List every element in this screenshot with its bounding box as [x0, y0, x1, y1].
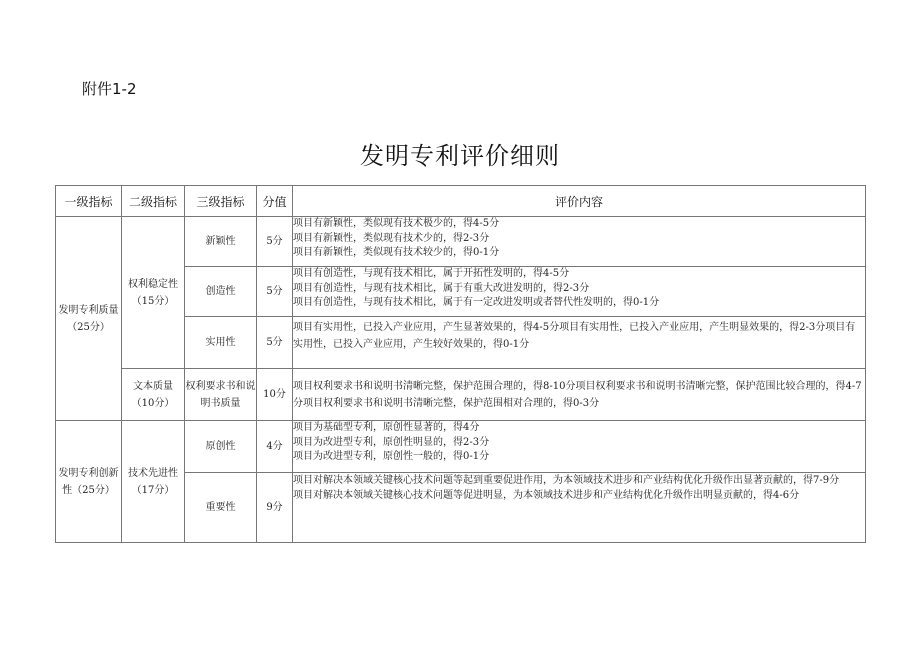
level3-cell: 创造性 — [185, 267, 257, 317]
score-cell: 9分 — [257, 473, 293, 543]
content-line: 项目为改进型专利，原创性明显的，得2-3分 — [293, 436, 490, 448]
header-level1: 一级指标 — [56, 186, 122, 217]
content-line: 项目有创造性，与现有技术相比，属于有重大改进发明的，得2-3分 — [293, 282, 590, 294]
content-line: 项目有新颖性，类似现有技术极少的，得4-5分 — [293, 218, 500, 229]
level2-cell: 权利稳定性（15分） — [122, 217, 185, 369]
level3-cell: 新颖性 — [185, 217, 257, 267]
content-line: 项目对解决本领域关键核心技术问题等促进明显，为本领域技术进步和产业结构优化升级作出明显贡献的，得4-6分 — [293, 490, 800, 501]
score-cell: 4分 — [257, 421, 293, 473]
content-line: 项目为基础型专利，原创性显著的，得4分 — [293, 422, 480, 433]
content-cell — [293, 473, 866, 543]
score-cell: 10分 — [257, 369, 293, 421]
level1-cell: 发明专利创新性（25分） — [56, 421, 122, 543]
content-line: 项目有创造性，与现有技术相比，属于开拓性发明的，得4-5分 — [293, 268, 570, 279]
content-line: 项目对解决本领域关键核心技术问题等起到重要促进作用，为本领域技术进步和产业结构优化升级作出显著贡献的，得7-9分 — [293, 475, 840, 486]
level3-cell: 原创性 — [185, 421, 257, 473]
content-line: 项目为改进型专利，原创性一般的，得0-1分 — [293, 451, 490, 462]
evaluation-table — [55, 185, 866, 543]
content-cell — [293, 369, 866, 421]
content-line: 项目有实用性，已投入产业应用，产生显著效果的，得4-5分项目有实用性，已投入产业应用，产生明显效果的，得2-3分项目有实用性，已投入产业应用，产生较好效果的，得0-1分 — [293, 322, 856, 350]
score-cell: 5分 — [257, 267, 293, 317]
content-cell — [293, 217, 866, 267]
header-score: 分值 — [257, 186, 293, 217]
level2-cell: 文本质量（10分） — [122, 369, 185, 421]
level3-cell: 实用性 — [185, 317, 257, 369]
content-line: 项目有新颖性，类似现有技术较少的，得0-1分 — [293, 247, 500, 258]
table-row — [56, 421, 866, 473]
score-cell: 5分 — [257, 317, 293, 369]
header-level2: 二级指标 — [122, 186, 185, 217]
content-cell — [293, 317, 866, 369]
level3-cell: 重要性 — [185, 473, 257, 543]
content-line: 项目有创造性，与现有技术相比，属于有一定改进发明或者替代性发明的，得0-1分 — [293, 297, 660, 308]
content-cell — [293, 267, 866, 317]
header-content: 评价内容 — [293, 186, 866, 217]
header-level3: 三级指标 — [185, 186, 257, 217]
content-line: 项目有新颖性，类似现有技术少的，得2-3分 — [293, 232, 490, 244]
attachment-label: 附件1-2 — [82, 80, 137, 98]
content-cell — [293, 421, 866, 473]
table-row — [56, 217, 866, 267]
level2-cell: 技术先进性（17分） — [122, 421, 185, 543]
content-line: 项目权利要求书和说明书清晰完整，保护范围合理的，得8-10分项目权利要求书和说明书清晰完整，保护范围比较合理的，得4-7分项目权利要求书和说明书清晰完整，保护范围相对合理的，得0-3分 — [293, 380, 862, 409]
level1-cell: 发明专利质量（25分） — [56, 217, 122, 421]
score-cell: 5分 — [257, 217, 293, 267]
document-title: 发明专利评价细则 — [360, 142, 560, 170]
table-row — [56, 369, 866, 421]
level3-cell: 权利要求书和说明书质量 — [185, 369, 257, 421]
table-header-row — [56, 186, 866, 217]
